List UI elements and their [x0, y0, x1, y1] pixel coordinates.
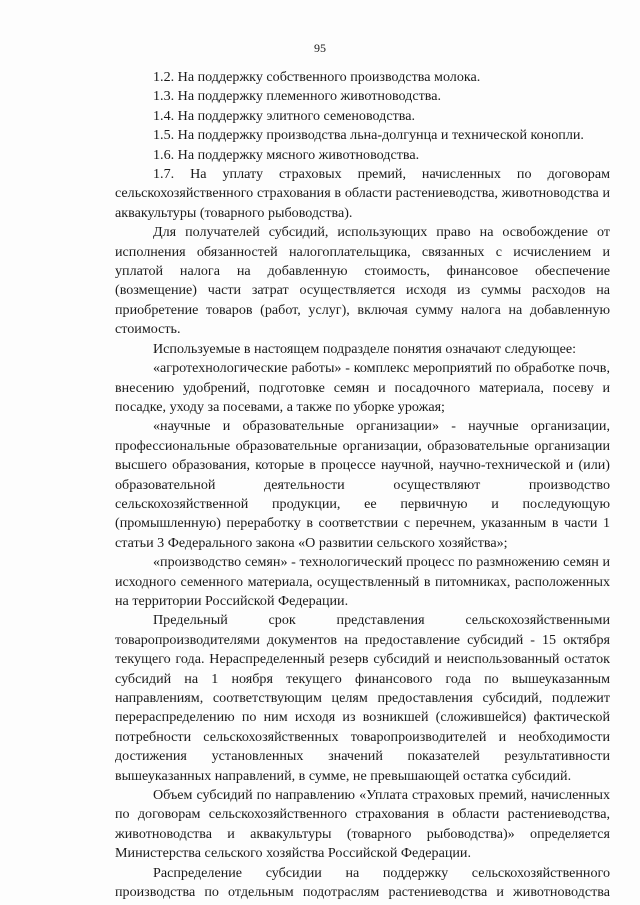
list-item-1-3: 1.3. На поддержку племенного животноводства.	[153, 88, 442, 105]
definition-agrotech-works: «агротехнологические работы» - комплекс мероприятий по обработке почв, внесению удобрений, подготовке семян и посадочного материала, посеву и посадке, уходу за посевами, а также по уборке урожая;	[115, 360, 610, 415]
document-body	[115, 68, 610, 902]
list-item-1-7: 1.7. На уплату страховых премий, начисленных по договорам сельскохозяйственного страхования в области растениеводства, животноводства и аквакультуры (товарного рыбоводства).	[115, 166, 610, 221]
paragraph-vat-exemption: Для получателей субсидий, использующих право на освобождение от исполнения обязанностей налогоплательщика, связанных с исчислением и уплатой налога на добавленную стоимость, финансовое обеспечение (возмещение) части затрат осуществляется исходя из суммы расходов на приобретение товаров (работ, услуг), включая сумму налога на добавленную стоимость.	[115, 224, 610, 338]
definition-science-education-orgs: «научные и образовательные организации» - научные организации, профессиональные образовательные организации, образовательные организации высшего образования, которые в процессе научной, научно-технической и (или) образовательной деятельности осуществляют производство сельскохозяйственной продукции, ее первичную и последующую (промышленную) переработку в соответствии с перечнем, указанным в части 1 статьи 3 Федерального закона «О развитии сельского хозяйства»;	[115, 418, 610, 551]
page-number: 95	[314, 41, 326, 55]
list-item-1-2: 1.2. На поддержку собственного производства молока.	[153, 69, 481, 85]
list-item-1-4: 1.4. На поддержку элитного семеноводства.	[153, 107, 415, 124]
list-item-1-6: 1.6. На поддержку мясного животноводства.	[153, 146, 420, 163]
definition-seed-production: «производство семян» - технологический процесс по размножению семян и исходного семенного материала, осуществленный в питомниках, расположенных на территории Российской Федерации.	[115, 554, 610, 609]
paragraph-insurance-volume: Объем субсидий по направлению «Уплата страховых премий, начисленных по договорам сельскохозяйственного страхования в области растениеводства, животноводства и аквакультуры (товарного рыбоводства)» определяется Министерства сельского хозяйства Российской Федерации.	[115, 787, 610, 862]
paragraph-distribution: Распределение субсидии на поддержку сельскохозяйственного производства по отдельным подотраслям растениеводства и животноводства	[115, 864, 610, 901]
list-item-1-5: 1.5. На поддержку производства льна-долгунца и технической конопли.	[153, 127, 584, 144]
paragraph-definitions-intro: Используемые в настоящем подразделе понятия означают следующее:	[153, 340, 576, 357]
paragraph-deadline: Предельный срок представления сельскохозяйственными товаропроизводителями документов на предоставление субсидий - 15 октября текущего года. Нераспределенный резерв субсидий и неиспользованный остаток субсидий на 1 ноября текущего финансового года по вышеуказанным направлениям, соответствующим целям предоставления субсидий, подлежит перераспределению по ним исходя из возникшей (сложившейся) фактической потребности сельскохозяйственных товаропроизводителей и необходимости достижения установленных значений показателей результативности вышеуказанных направлений, в сумме, не превышающей остатка субсидий.	[115, 612, 610, 784]
